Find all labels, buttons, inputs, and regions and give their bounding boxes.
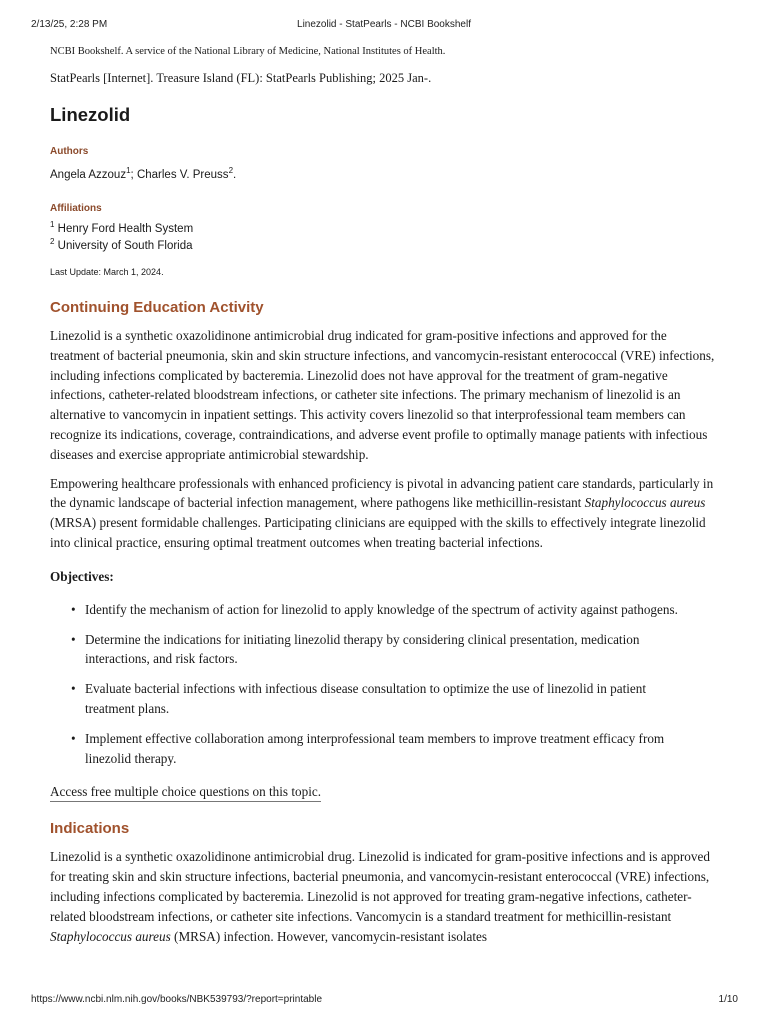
author-separator: . — [233, 169, 237, 181]
author-name[interactable]: Angela Azzouz — [50, 169, 127, 181]
ce-paragraph-2 — [50, 474, 718, 553]
affiliations-list — [50, 221, 718, 255]
affiliation-number: 1 — [50, 220, 55, 229]
section-heading-indications: Indications — [50, 820, 130, 838]
ce-paragraph-2-text: Empowering healthcare professionals with enhanced proficiency is pivotal in advancing patient care standards, particularly in the dynamic landscape of bacterial infection management, where pathogens like methicillin-resistant — [50, 475, 714, 511]
indications-paragraph-italic: Staphylococcus aureus — [50, 928, 171, 944]
objective-item — [71, 729, 685, 769]
print-datetime: 2/13/25, 2:28 PM — [31, 19, 108, 30]
objective-text: Implement effective collaboration among interprofessional team members to improve treatment efficacy from linezolid therapy. — [85, 730, 665, 766]
objective-item — [71, 679, 685, 719]
indications-paragraph — [50, 847, 718, 946]
print-header — [0, 0, 768, 40]
affiliation-name: Henry Ford Health System — [57, 223, 194, 235]
affiliation-name: University of South Florida — [57, 240, 193, 252]
authors-list — [50, 167, 718, 184]
author-name[interactable]: Charles V. Preuss — [136, 169, 229, 181]
objectives-list — [50, 600, 718, 769]
ce-paragraph-2-italic: Staphylococcus aureus — [584, 495, 706, 511]
ncbi-bookshelf-line: NCBI Bookshelf. A service of the National Library of Medicine, National Institutes of Health. — [50, 46, 446, 57]
page-title: Linezolid — [50, 104, 131, 125]
page-number: 1/10 — [718, 994, 738, 1005]
affiliation-item — [50, 238, 718, 255]
last-update: Last Update: March 1, 2024. — [50, 267, 164, 277]
objective-text: Evaluate bacterial infections with infectious disease consultation to optimize the use of linezolid in patient treatment plans. — [85, 681, 647, 716]
article-content — [50, 44, 718, 946]
indications-paragraph-text: Linezolid is a synthetic oxazolidinone antimicrobial drug. Linezolid is indicated for gram-positive infections and is approved for treating skin and skin structure infections, bacterial pneumonia, and vancomycin-resistant enterococcal (VRE) infections, including infections complicated by bacteremia. Linezolid is not approved for treating gram-negative infections, catheter-related bloodstream infections, or catheter site infections. Vancomycin is a standard treatment for methicillin-resistant — [50, 849, 710, 924]
bullet-icon: • — [71, 601, 76, 617]
print-url[interactable]: https://www.ncbi.nlm.nih.gov/books/NBK539793/?report=printable — [31, 994, 323, 1005]
section-heading-continuing-education: Continuing Education Activity — [50, 299, 264, 316]
bullet-icon: • — [71, 631, 76, 647]
objective-text: Identify the mechanism of action for linezolid to apply knowledge of the spectrum of activity against pathogens. — [85, 601, 678, 617]
citation: StatPearls [Internet]. Treasure Island (FL): StatPearls Publishing; 2025 Jan-. — [50, 71, 432, 85]
print-page-title: Linezolid - StatPearls - NCBI Bookshelf — [297, 19, 471, 30]
authors-label: Authors — [50, 146, 89, 157]
objective-text: Determine the indications for initiating linezolid therapy by considering clinical presentation, medication interactions, and risk factors. — [85, 631, 640, 667]
print-footer — [0, 994, 768, 1014]
author-separator: ; — [130, 169, 137, 181]
indications-paragraph-text-end: (MRSA) infection. However, vancomycin-resistant isolates — [170, 928, 488, 944]
ce-paragraph-2-text-end: (MRSA) present formidable challenges. Participating clinicians are equipped with the skills to effectively integrate linezolid into clinical practice, ensuring optimal treatment outcomes when treating bacterial infections. — [50, 515, 706, 550]
affiliation-item — [50, 221, 718, 238]
objectives-heading: Objectives: — [50, 568, 114, 584]
affiliation-number: 2 — [50, 237, 55, 246]
affiliations-label: Affiliations — [50, 203, 102, 214]
author-affiliation-ref: 2 — [228, 166, 234, 175]
objective-item — [71, 630, 685, 670]
ce-paragraph-1: Linezolid is a synthetic oxazolidinone antimicrobial drug indicated for gram-positive infections and approved for the treatment of bacterial pneumonia, skin and skin structure infections, and vancomycin-resistant enterococcal (VRE) infections, including infections complicated by bacteremia. Linezolid does not have approval for the treatment of gram-negative infections, catheter-related bloodstream infections, or catheter site infections. The primary mechanism of linezolid is an alternative to vancomycin in inpatient settings. This activity covers linezolid so that interprofessional team members can recognize its indications, coverage, contraindications, and adverse event profile to optimally manage patients with infectious diseases and exercise appropriate antimicrobial stewardship. — [50, 328, 715, 462]
author-affiliation-ref: 1 — [126, 166, 131, 175]
cme-questions-link[interactable]: Access free multiple choice questions on this topic. — [50, 782, 321, 802]
bullet-icon: • — [71, 730, 76, 746]
objective-item — [71, 600, 685, 620]
bullet-icon: • — [71, 681, 76, 697]
